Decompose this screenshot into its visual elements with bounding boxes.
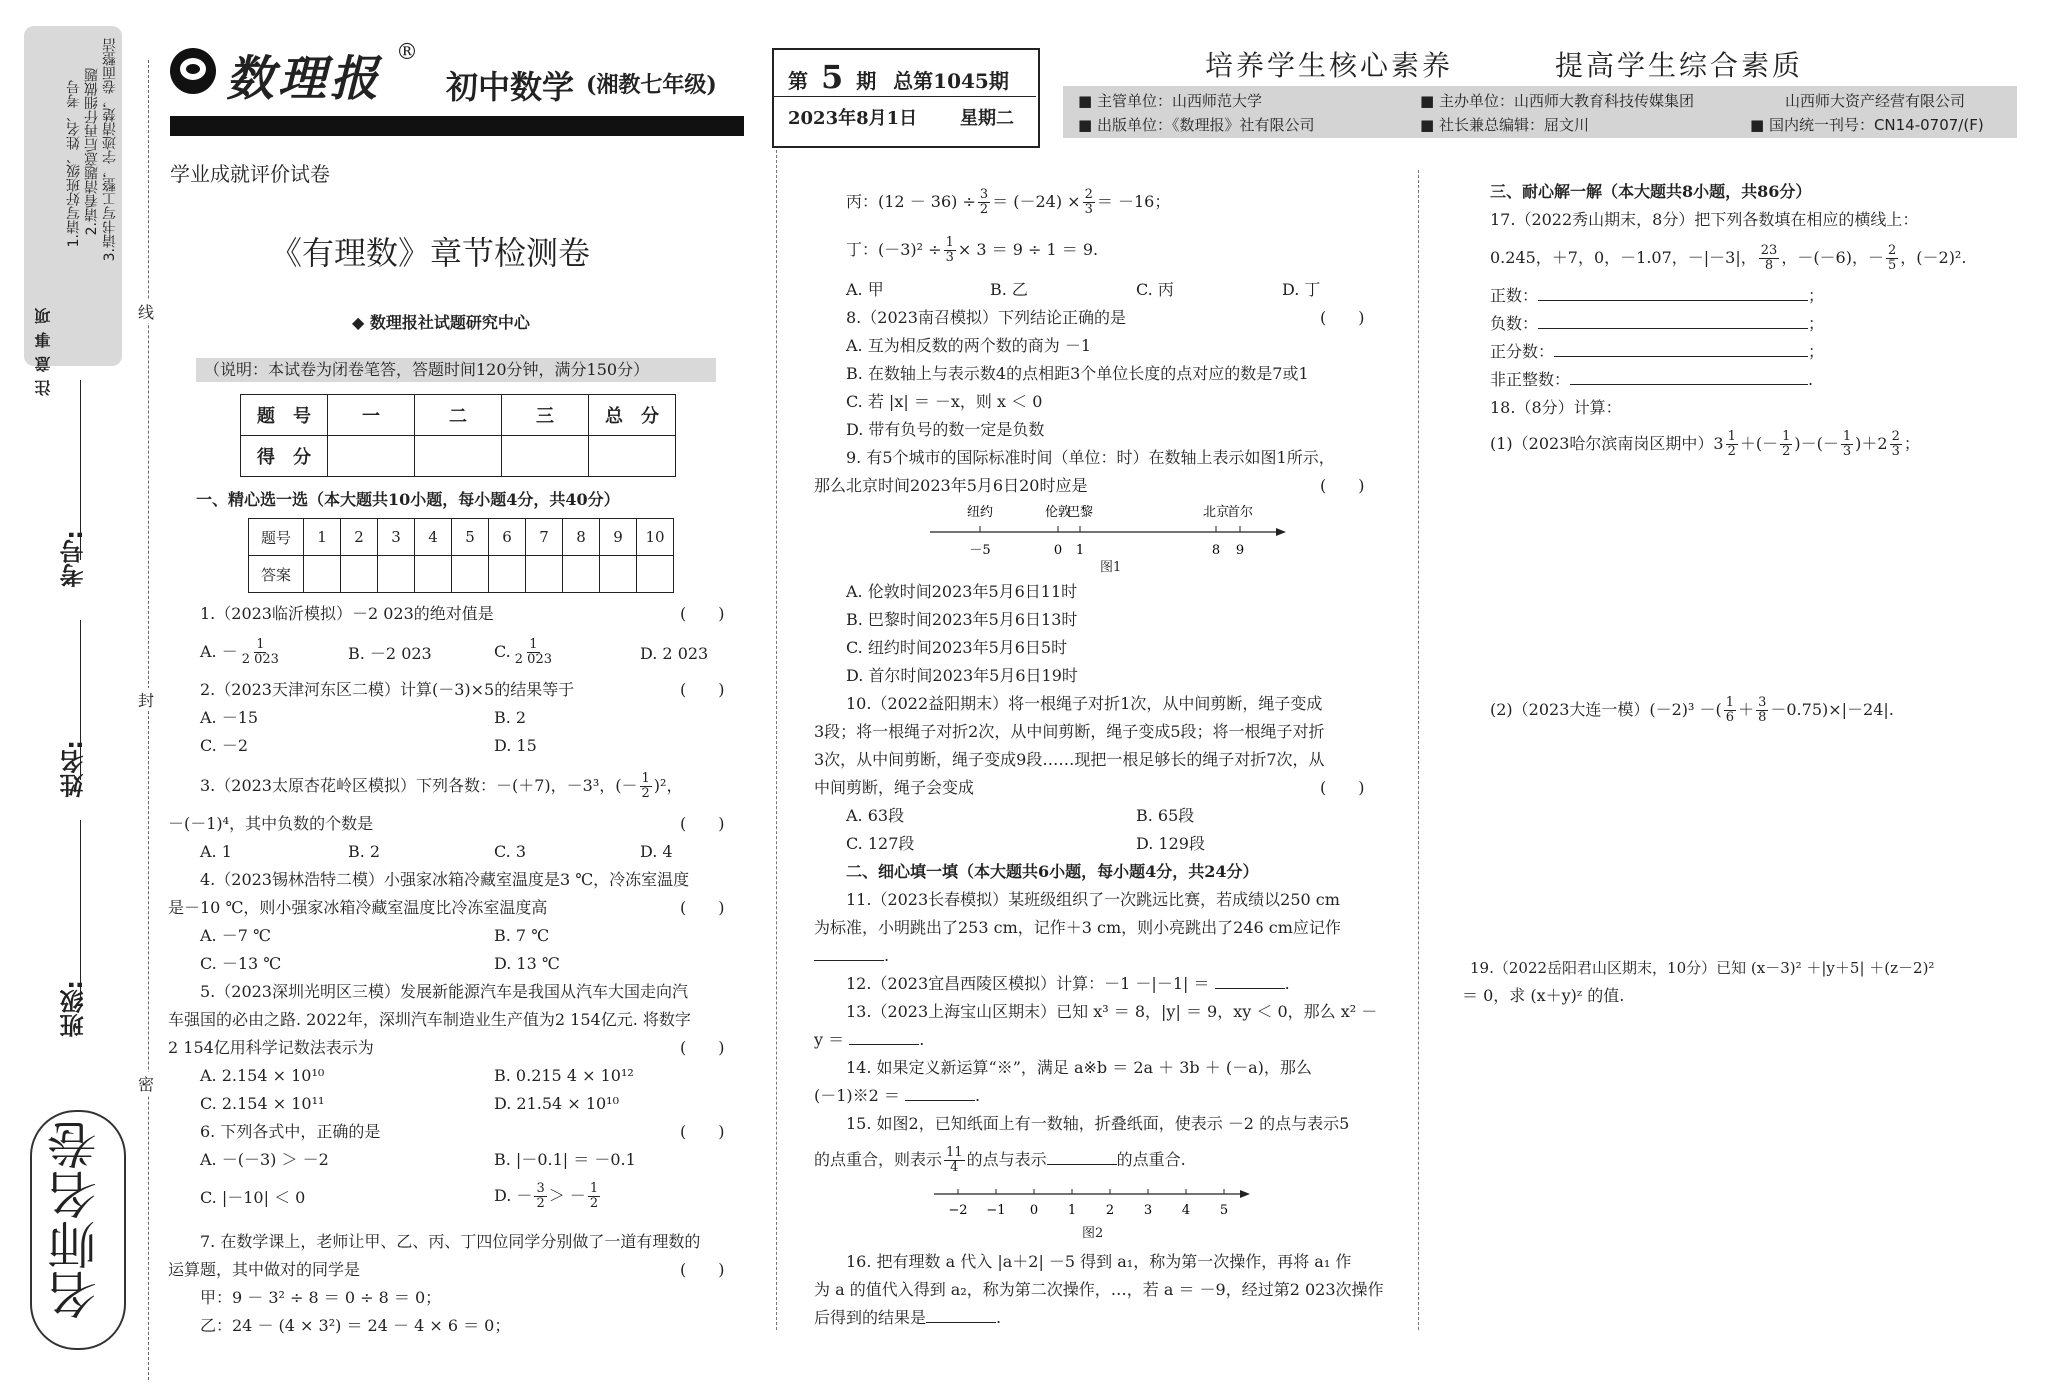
q2-opt-b: B. 2 [494,708,527,727]
q3-frac [640,772,652,801]
fig2-tick-label: 0 [1029,1203,1039,1218]
grade: (湘教七年级) [586,72,717,98]
q2-opt-d: D. 15 [494,736,537,755]
answer-header: 10 [637,519,674,556]
q7-bing [846,188,1170,217]
q5-stem-b: 车强国的必由之路. 2022年，深圳汽车制造业生产值为2 154亿元. 将数字 [168,1010,691,1029]
score-header-3: 三 [502,395,589,436]
q12-blank[interactable] [1215,988,1285,989]
q2-opt-a: A. －15 [200,708,259,727]
q17-nonpositive-int: 非正整数： . [1490,370,1814,389]
figure-2-number-line [934,1182,1254,1222]
q7-opt-c: C. 丙 [1136,280,1174,299]
logo-icon [170,48,216,94]
q1-opt-b: B. －2 023 [348,644,432,663]
q5-paren: ( ) [680,1038,725,1057]
info-issn: ■ 国内统一刊号：CN14-0707/(F) [1750,116,1984,134]
q10-paren: ( ) [1320,778,1365,797]
column-divider-1 [776,150,777,1330]
q2-paren: ( ) [680,680,725,699]
q15-text-2: 的点与表示 [966,1150,1047,1169]
fig1-tick-group [967,504,1253,558]
q4-opt-c: C. －13 ℃ [200,954,282,973]
q15-text-3: 的点重合. [1116,1150,1186,1169]
q8-opt-d: D. 带有负号的数一定是负数 [846,420,1045,439]
q7-paren: ( ) [680,1260,725,1279]
frac-den: 2 023 [241,652,279,667]
q15-text-1: 的点重合，则表示 [814,1150,943,1169]
q18-part-2: (2)（2023大连一模）(－2)³ －( $\frac{1}{6}$ ＋ $\frac{3}{8}$ －0.75)×|－24|. [1490,695,1894,725]
section-1-header: 一、精心选一选（本大题共10小题，每小题4分，共40分） [196,490,620,509]
q4-stem-b: 是－10 ℃，则小强家冰箱冷藏室温度比冷冻室温度高 [168,898,548,917]
q18-1-frac-b [1780,430,1792,459]
q7-opt-b: B. 乙 [990,280,1028,299]
name-label: 姓名: [60,740,88,798]
q17-numbers [1490,244,1966,273]
fig2-tick-group [948,1189,1228,1218]
q17-cat-label: 非正整数： [1490,370,1571,389]
frac-den: 2 [1727,444,1736,459]
q3-opt-a: A. 1 [200,842,232,861]
frac-den: 5 [1887,258,1897,273]
q3-stem-text: 3.（2023太原杏花岭区模拟）下列各数：－(＋7)，－3³，(－ [200,776,638,795]
frac-den: 3 [1084,202,1093,217]
frac-den: 3 [1891,444,1900,459]
q6-stem: 6. 下列各式中，正确的是 [200,1122,381,1141]
frac-den: 2 [979,202,989,217]
q10-stem-a: 10.（2022益阳期末）将一根绳子对折1次，从中间剪断，绳子变成 [846,694,1323,713]
q9-stem-a: 9. 有5个城市的国际标准时间（单位：时）在数轴上表示如图1所示， [846,448,1335,467]
frac-den: 4 [950,1160,959,1175]
slogan-2: 提高学生综合素质 [1555,49,1804,82]
q3-opt-d: D. 4 [640,842,673,861]
notice-item-2: 2.请看清题意后再仔细做题 [84,68,100,236]
q1-opt-d: D. 2 023 [640,644,709,663]
q7-bing-a: 丙：(12 － 36) ÷ [846,192,976,211]
q10-stem-d: 中间剪断，绳子会变成 [814,778,975,797]
series-label: 学业成就评价试卷 [170,162,330,186]
fig1-tick-label: －5 [969,543,991,558]
frac-num: 1 [1842,429,1852,444]
fig2-tick-label: −1 [986,1203,1006,1218]
q16-blank[interactable] [926,1322,996,1323]
q7-ding-a: 丁：(－3)² ÷ [846,240,942,259]
q17-cat-label: 正数： [1490,286,1539,305]
q14-stem-b: (－1)※2 ＝ [814,1086,900,1105]
q7-opt-a: A. 甲 [846,280,884,299]
q10-stem-b: 3段；将一根绳子对折2次，从中间剪断，绳子变成5段；将一根绳子对折 [814,722,1325,741]
q10-opt-c: C. 127段 [846,834,915,853]
q9-opt-a: A. 伦敦时间2023年5月6日11时 [846,582,1078,601]
fig1-city-label: 北京 [1202,505,1230,520]
issue-total: 总第1045期 [893,69,1009,93]
q17-cat-label: 正分数： [1490,342,1555,361]
q17-cat-label: 负数： [1490,314,1539,333]
q12: 12.（2023宜昌西陵区模拟）计算：－1 －|－1| ＝ . [846,974,1290,993]
answer-cell[interactable] [563,556,600,593]
q17-nums-a: 0.245，＋7，0，－1.07，－|－3|， [1490,248,1757,267]
q19-stem-a: 19.（2022岳阳君山区期末，10分）已知 (x－3)² ＋|y＋5| ＋(z－2)² [1470,959,1935,977]
q4-stem-a: 4.（2023锡林浩特二模）小强家冰箱冷藏室温度是3 ℃，冷冻室温度 [200,870,690,889]
q17-positive-fraction: 正分数： ； [1490,342,1825,361]
q19-stem-b: ＝ 0，求 (x＋y)ᶻ 的值. [1462,986,1625,1005]
frac-num: 1 [529,637,538,652]
class-line [80,820,81,1000]
class-label: 班级: [60,980,88,1038]
q18-1-frac-c [1841,430,1853,459]
q5-opt-d: D. 21.54 × 10¹⁰ [494,1094,619,1113]
q5-opt-b: B. 0.215 4 × 10¹² [494,1066,634,1085]
q18-2-label: (2)（2023大连一模）(－2)³ －( [1490,700,1722,719]
q13-answer: y ＝ . [814,1030,925,1049]
q9-paren: ( ) [1320,476,1365,495]
q4-paren: ( ) [680,898,725,917]
score-cell[interactable] [502,436,589,477]
info-sponsor: ■ 主办单位：山西师大教育科技传媒集团 [1420,92,1694,110]
q18-1-frac-d [1890,430,1902,459]
q17-positive-blank[interactable] [1538,300,1808,301]
q1-opt-c [494,638,556,667]
notice-item-3: 3.请书写工整，字迹清楚，卷面整洁 [102,38,118,262]
frac-num: 1 [1782,429,1791,444]
q16-stem-a: 16. 把有理数 a 代入 |a＋2| －5 得到 a₁，称为第一次操作，再将 a₁ 作 [846,1252,1352,1271]
q17-frac-2 [1886,244,1898,273]
issue-weekday: 星期二 [960,108,1014,129]
answer-cell[interactable] [637,556,674,593]
q17-frac-1 [1759,244,1780,273]
q4-opt-a: A. －7 ℃ [200,926,271,945]
q6-paren: ( ) [680,1122,725,1141]
issue-number: 5 [820,58,844,96]
q3-opt-b: B. 2 [348,842,381,861]
q8-opt-c: C. 若 |x| ＝ －x，则 x ＜ 0 [846,392,1043,411]
q7-jia: 甲：9 － 3² ÷ 8 ＝ 0 ÷ 8 ＝ 0； [200,1288,442,1307]
q1-opt-a [200,638,283,667]
brand-stamp: 名师名卷 [47,1120,105,1320]
q10-opt-b: B. 65段 [1136,806,1195,825]
frac-num: 1 [1725,695,1735,710]
score-row-label: 得 分 [241,436,328,477]
score-header-total: 总 分 [589,395,676,436]
q1-stem: 1.（2023临沂模拟）－2 023的绝对值是 [200,604,494,623]
frac-den: 2 [1782,444,1791,459]
q7-ding-b: × 3 ＝ 9 ÷ 1 ＝ 9. [957,240,1099,259]
issue-suffix: 期 [856,69,877,93]
q17-negative-blank[interactable] [1538,328,1808,329]
frac-den: 6 [1725,710,1735,725]
q15-frac [944,1146,965,1175]
answer-header: 8 [563,519,600,556]
q1-paren: ( ) [680,604,725,623]
q5-stem-c: 2 154亿用科学记数法表示为 [168,1038,374,1057]
q5-stem-a: 5.（2023深圳光明区三模）发展新能源汽车是我国从汽车大国走向汽 [200,982,688,1001]
frac-num: 2 [1084,187,1093,202]
answer-header: 6 [489,519,526,556]
fig2-tick-label: −2 [948,1203,968,1218]
score-table [240,394,676,477]
frac-num: 1 [945,235,954,250]
figure-2-caption: 图2 [1082,1226,1104,1241]
frac-num: 1 [589,1181,599,1196]
logo-reg: ® [396,40,418,65]
info-editor: ■ 社长兼总编辑：屈文川 [1420,116,1589,134]
q13-stem-a: 13.（2023上海宝山区期末）已知 x³ ＝ 8，|y| ＝ 9，xy ＜ 0，那么 x² － [846,1002,1378,1021]
answer-header: 2 [341,519,378,556]
fig1-tick-label: 1 [1075,543,1085,558]
info-supervisor: ■ 主管单位：山西师范大学 [1078,92,1262,110]
q7-stem-b: 运算题，其中做对的同学是 [168,1260,361,1279]
frac-den: 2 [589,1196,599,1211]
q8-opt-b: B. 在数轴上与表示数4的点相距3个单位长度的点对应的数是7或1 [846,364,1309,383]
q16-answer: 后得到的结果是 . [814,1308,1002,1327]
score-cell[interactable] [415,436,502,477]
seal-text-mi: 密 [138,1072,154,1095]
seal-text-feng: 封 [138,688,154,711]
q1-opt-c-label: C. [494,642,511,661]
q17-positive-fraction-blank[interactable] [1554,356,1808,357]
q17-positive: 正数： ； [1490,286,1825,305]
axis-arrow-icon [1240,1190,1250,1198]
q12-stem: 12.（2023宜昌西陵区模拟）计算：－1 －|－1| ＝ [846,974,1210,993]
q6-opt-d-label: D. － [494,1186,533,1205]
section-3-header: 三、耐心解一解（本大题共8小题，共86分） [1490,182,1812,201]
q6-frac-a [534,1182,546,1211]
q17-negative: 负数： ； [1490,314,1825,333]
q7-stem-a: 7. 在数学课上，老师让甲、乙、丙、丁四位同学分别做了一道有理数的 [200,1232,701,1251]
answer-cell[interactable] [341,556,378,593]
q6-opt-b: B. |－0.1| ＝ －0.1 [494,1150,636,1169]
answer-header-label: 题号 [249,519,304,556]
q8-opt-a: A. 互为相反数的两个数的商为 －1 [846,336,1091,355]
q2-stem: 2.（2023天津河东区二模）计算(－3)×5的结果等于 [200,680,575,699]
q14-stem-a: 14. 如果定义新运算“※”，满足 a※b ＝ 2a ＋ 3b ＋ (－a)，那么 [846,1058,1312,1077]
slogan-1: 培养学生核心素养 [1205,49,1454,82]
q18-stem: 18.（8分）计算： [1490,398,1622,417]
frac-num: 11 [946,1145,963,1160]
fig2-tick-label: 3 [1143,1203,1153,1218]
answer-header: 5 [452,519,489,556]
q7-ding-frac [944,236,956,265]
paper-note: （说明：本试卷为闭卷笔答，答题时间120分钟，满分150分） [196,358,716,382]
q11-blank[interactable] [814,960,884,961]
figure-1-caption: 图1 [1100,560,1122,575]
logo-text: 数理报 [226,51,383,107]
axis-arrow-icon [1276,528,1286,536]
answer-header: 1 [304,519,341,556]
answer-cell[interactable] [415,556,452,593]
q18-1-frac-a [1726,430,1738,459]
answer-row-label: 答案 [249,556,304,593]
q13-blank[interactable] [849,1044,919,1045]
answer-header: 7 [526,519,563,556]
q1-frac-c [513,638,554,667]
q16-stem-b: 为 a 的值代入得到 a₂，称为第二次操作，…，若 a ＝ －9，经过第2 023次操作 [814,1280,1384,1299]
fig1-tick-label: 9 [1235,543,1245,558]
q10-stem-c: 3次，从中间剪断，绳子变成9段……现把一根足够长的绳子对折7次，从 [814,750,1325,769]
score-header-2: 二 [415,395,502,436]
q13-stem-b: y ＝ [814,1030,845,1049]
q11-end: . [884,946,890,965]
answer-cell[interactable] [526,556,563,593]
answer-header: 4 [415,519,452,556]
q7-bing-c: ＝ －16； [1096,192,1171,211]
fig1-city-label: 首尔 [1226,505,1254,520]
frac-den: 2 023 [514,652,552,667]
frac-num: 23 [1760,243,1778,258]
q15-blank[interactable] [1047,1164,1117,1165]
subject: 初中数学 [446,68,575,106]
score-header-label: 题 号 [241,395,328,436]
answer-header: 9 [600,519,637,556]
q10-opt-a: A. 63段 [846,806,905,825]
q18-2-frac-b [1756,696,1768,725]
fig2-tick-label: 2 [1105,1203,1115,1218]
issue-line [788,58,1009,96]
q8-paren: ( ) [1320,308,1365,327]
q7-bing-frac-2 [1083,188,1095,217]
seal-text-line: 线 [138,300,154,323]
q4-opt-d: D. 13 ℃ [494,954,560,973]
info-sponsor-2: 山西师大资产经营有限公司 [1785,92,1966,110]
q17-nums-c: ，(－2)². [1900,248,1967,267]
q18-1-label: (1)（2023哈尔滨南岗区期中）3 [1490,434,1724,453]
paper-title: 《有理数》章节检测卷 [270,234,591,272]
q2-opt-c: C. －2 [200,736,249,755]
q3-paren: ( ) [680,814,725,833]
q1-opt-a-label: A. － [200,642,238,661]
q14-answer: (－1)※2 ＝ . [814,1086,981,1105]
q7-bing-frac-1 [978,188,990,217]
section-2-header: 二、细心填一填（本大题共6小题，每小题4分，共24分） [846,862,1259,881]
frac-den: 2 [536,1196,545,1211]
fig1-city-label: 巴黎 [1066,505,1094,520]
paper-author: ◆ 数理报社试题研究中心 [352,313,530,332]
q5-opt-c: C. 2.154 × 10¹¹ [200,1094,325,1113]
issue-prefix: 第 [788,69,808,93]
frac-num: 2 [1887,243,1897,258]
fig1-city-label: 伦敦 [1044,505,1072,520]
fig2-tick-label: 1 [1067,1203,1077,1218]
q5-opt-a: A. 2.154 × 10¹⁰ [200,1066,325,1085]
q10-opt-d: D. 129段 [1136,834,1205,853]
frac-num: 1 [1727,429,1736,444]
frac-num: 2 [1891,429,1900,444]
q18-2-frac-a [1724,696,1736,725]
q6-opt-a: A. －(－3) ＞ －2 [200,1150,329,1169]
frac-den: 8 [1758,710,1767,725]
q4-opt-b: B. 7 ℃ [494,926,550,945]
fig2-tick-label: 5 [1219,1203,1229,1218]
fig2-tick-label: 4 [1181,1203,1191,1218]
q17-stem: 17.（2022秀山期末，8分）把下列各数填在相应的横线上： [1490,210,1919,229]
q18-part-1: (1)（2023哈尔滨南岗区期中）3 $\frac{1}{2}$ ＋(－ $\frac{1}{2}$ )－(－ $\frac{1}{3}$ )＋2 $\frac{2}{3}$ ； [1490,429,1920,459]
notice-item-1: 1.请写好班级、姓名、考号 [66,80,82,248]
q9-stem-b: 那么北京时间2023年5月6日20时应是 [814,476,1088,495]
q1-frac-a [240,638,281,667]
q17-nonpositive-int-blank[interactable] [1570,384,1808,385]
q16-stem-c: 后得到的结果是 [814,1308,927,1327]
q9-opt-b: B. 巴黎时间2023年5月6日13时 [846,610,1078,629]
answer-cell[interactable] [452,556,489,593]
q15-stem-b [814,1146,1186,1175]
q14-blank[interactable] [905,1100,975,1101]
q9-opt-d: D. 首尔时间2023年5月6日19时 [846,666,1078,685]
q6-opt-c: C. |－10| ＜ 0 [200,1188,306,1207]
answer-table [248,518,674,593]
frac-num: 3 [1758,695,1767,710]
q6-opt-d [494,1182,602,1211]
q3-stem-end: )²， [653,776,683,795]
q11-stem-a: 11.（2023长春模拟）某班级组织了一次跳远比赛，若成绩以250 cm [846,890,1340,909]
frac-den: 8 [1764,258,1774,273]
issue-date: 2023年8月1日 [788,108,918,129]
q6-frac-b [588,1182,600,1211]
q3-opt-c: C. 3 [494,842,527,861]
issue-divider [772,96,1036,97]
frac-num: 3 [979,187,989,202]
q3-stem-b: －(－1)⁴，其中负数的个数是 [168,814,374,833]
q9-opt-c: C. 纽约时间2023年5月6日5时 [846,638,1068,657]
frac-den: 3 [945,250,954,265]
q3-stem-a [200,772,682,801]
fig1-tick-label: 8 [1211,543,1221,558]
q7-opt-d: D. 丁 [1282,280,1321,299]
frac-num: 1 [256,637,265,652]
frac-num: 3 [536,1181,545,1196]
notice-label: 注意事项 [34,300,53,396]
q7-bing-b: ＝ (－24) × [992,192,1081,211]
column-divider-2 [1418,170,1419,1330]
frac-den: 3 [1842,444,1852,459]
answer-cell[interactable] [600,556,637,593]
frac-num: 1 [641,771,650,786]
q7-ding [846,236,1098,265]
score-cell[interactable] [589,436,676,477]
fig1-tick-label: 0 [1053,543,1063,558]
q7-yi: 乙：24 － (4 × 3²) ＝ 24 － 4 × 6 ＝ 0； [200,1316,511,1335]
score-header-1: 一 [328,395,415,436]
q15-stem-a: 15. 如图2，已知纸面上有一数轴，折叠纸面，使表示 －2 的点与表示5 [846,1114,1350,1133]
exam-no-label: 考号: [60,530,88,588]
q11-answer [814,942,889,970]
q18-2-end: －0.75)×|－24|. [1770,700,1894,719]
q17-nums-b: ，－(－6)，－ [1781,248,1884,267]
fig1-city-label: 纽约 [966,505,994,520]
seal-line [148,60,149,1380]
score-cell[interactable] [328,436,415,477]
answer-cell[interactable] [378,556,415,593]
q11-stem-b: 为标准，小明跳出了253 cm，记作＋3 cm，则小亮跳出了246 cm应记作 [814,918,1341,937]
answer-cell[interactable] [304,556,341,593]
info-publisher: ■ 出版单位：《数理报》社有限公司 [1078,116,1315,134]
q6-opt-d-mid: ＞ － [548,1186,586,1205]
answer-cell[interactable] [489,556,526,593]
q8-stem: 8.（2023南召模拟）下列结论正确的是 [846,308,1126,327]
answer-header: 3 [378,519,415,556]
masthead-bar [170,116,744,136]
frac-den: 2 [641,786,650,801]
